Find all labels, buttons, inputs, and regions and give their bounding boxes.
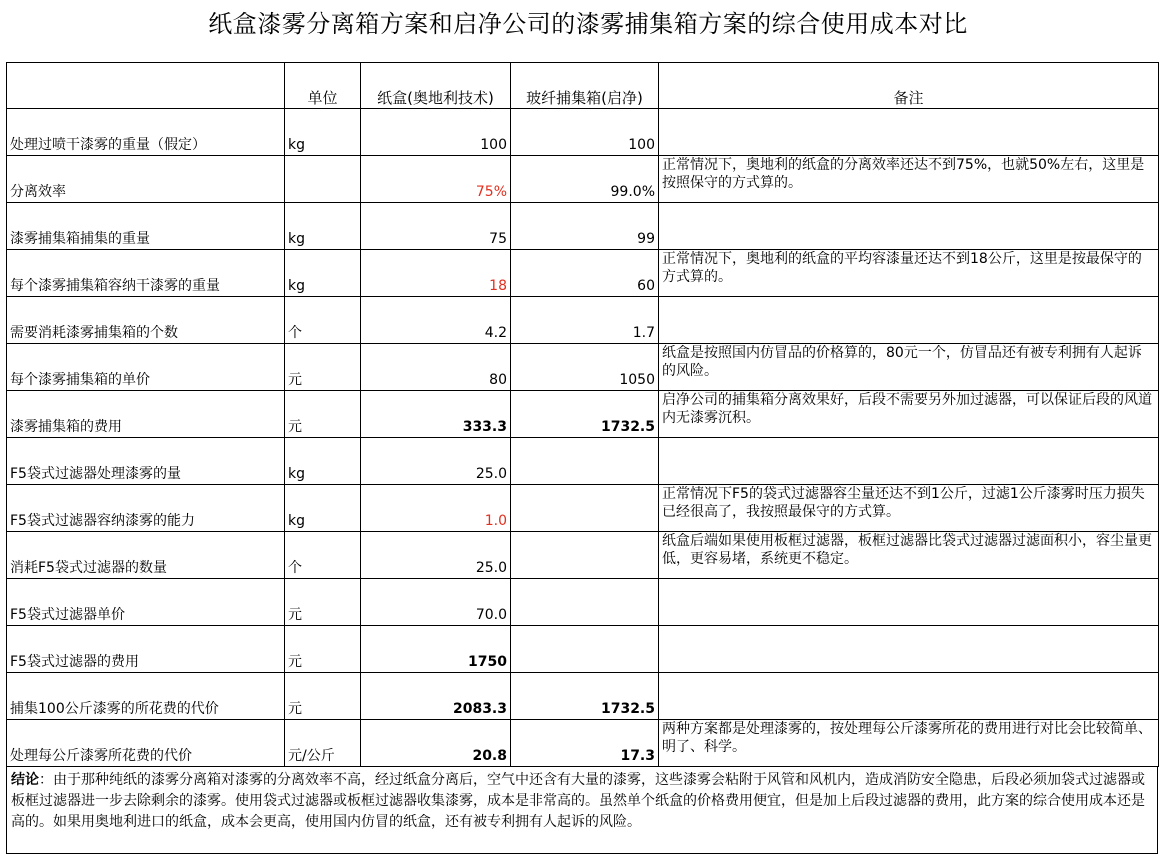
row-carton-cell: 75% xyxy=(361,156,511,203)
row-item-cell: F5袋式过滤器容纳漆雾的能力 xyxy=(7,485,285,532)
row-carton-cell: 20.8 xyxy=(361,720,511,767)
row-unit-cell: 个 xyxy=(285,297,361,344)
row-carton-cell: 100 xyxy=(361,109,511,156)
row-note-cell: 纸盒是按照国内仿冒品的价格算的，80元一个，仿冒品还有被专利拥有人起诉的风险。 xyxy=(659,344,1159,391)
row-unit-cell: kg xyxy=(285,109,361,156)
row-item-cell: 捕集100公斤漆雾的所花费的代价 xyxy=(7,673,285,720)
table-row xyxy=(7,391,1159,438)
row-carton-cell: 75 xyxy=(361,203,511,250)
row-glassfiber-cell: 1.7 xyxy=(511,297,659,344)
row-note-cell xyxy=(659,579,1159,626)
row-glassfiber-cell xyxy=(511,579,659,626)
row-note-cell: 正常情况下F5的袋式过滤器容尘量还达不到1公斤，过滤1公斤漆雾时压力损失已经很高了，我按照最保守的方式算。 xyxy=(659,485,1159,532)
row-glassfiber-cell: 99.0% xyxy=(511,156,659,203)
table-row xyxy=(7,438,1159,485)
row-note-cell: 正常情况下，奥地利的纸盒的分离效率还达不到75%，也就50%左右，这里是按照保守的方式算的。 xyxy=(659,156,1159,203)
header-row xyxy=(7,63,1159,109)
row-item-cell: F5袋式过滤器单价 xyxy=(7,579,285,626)
row-unit-cell: kg xyxy=(285,438,361,485)
conclusion-text: ：由于那种纯纸的漆雾分离箱对漆雾的分离效率不高，经过纸盒分离后，空气中还含有大量的漆雾，这些漆雾会粘附于风管和风机内，造成消防安全隐患，后段必须加袋式过滤器或板框过滤器进一步去除剩余的漆雾。使用袋式过滤器或板框过滤器收集漆雾，成本是非常高的。虽然单个纸盒的价格费用便宜，但是加上后段过滤器的费用，此方案的综合使用成本还是高的。如果用奥地利进口的纸盒，成本会更高，使用国内仿冒的纸盒，还有被专利拥有人起诉的风险。 xyxy=(11,772,1145,830)
row-glassfiber-cell xyxy=(511,438,659,485)
row-unit-cell: kg xyxy=(285,250,361,297)
row-unit-cell: kg xyxy=(285,485,361,532)
row-item-cell: 处理每公斤漆雾所花费的代价 xyxy=(7,720,285,767)
row-carton-cell: 70.0 xyxy=(361,579,511,626)
row-item-cell: 需要消耗漆雾捕集箱的个数 xyxy=(7,297,285,344)
row-unit-cell: 个 xyxy=(285,532,361,579)
row-carton-cell: 1750 xyxy=(361,626,511,673)
cost-comparison-table xyxy=(6,62,1159,767)
header-item xyxy=(7,63,285,109)
row-unit-cell: 元 xyxy=(285,344,361,391)
row-carton-cell: 333.3 xyxy=(361,391,511,438)
row-carton-cell: 25.0 xyxy=(361,532,511,579)
table-row xyxy=(7,156,1159,203)
row-carton-cell: 1.0 xyxy=(361,485,511,532)
table-row xyxy=(7,203,1159,250)
table-row xyxy=(7,626,1159,673)
row-note-cell xyxy=(659,626,1159,673)
row-carton-cell: 25.0 xyxy=(361,438,511,485)
row-item-cell: 漆雾捕集箱的费用 xyxy=(7,391,285,438)
row-note-cell: 两种方案都是处理漆雾的，按处理每公斤漆雾所花的费用进行对比会比较简单、明了、科学。 xyxy=(659,720,1159,767)
row-item-cell: 处理过喷干漆雾的重量（假定） xyxy=(7,109,285,156)
row-unit-cell: 元 xyxy=(285,579,361,626)
row-glassfiber-cell xyxy=(511,626,659,673)
row-unit-cell: 元/公斤 xyxy=(285,720,361,767)
header-carton: 纸盒(奥地利技术) xyxy=(361,63,511,109)
header-note: 备注 xyxy=(659,63,1159,109)
row-item-cell: 分离效率 xyxy=(7,156,285,203)
row-carton-cell: 18 xyxy=(361,250,511,297)
header-glassfiber: 玻纤捕集箱(启净) xyxy=(511,63,659,109)
header-unit: 单位 xyxy=(285,63,361,109)
row-unit-cell: kg xyxy=(285,203,361,250)
row-glassfiber-cell: 1732.5 xyxy=(511,391,659,438)
row-item-cell: 每个漆雾捕集箱容纳干漆雾的重量 xyxy=(7,250,285,297)
row-unit-cell: 元 xyxy=(285,391,361,438)
row-note-cell: 纸盒后端如果使用板框过滤器，板框过滤器比袋式过滤器过滤面积小，容尘量更低，更容易堵，系统更不稳定。 xyxy=(659,532,1159,579)
row-unit-cell: 元 xyxy=(285,673,361,720)
row-glassfiber-cell: 17.3 xyxy=(511,720,659,767)
table-row xyxy=(7,720,1159,767)
table-row xyxy=(7,485,1159,532)
table-row xyxy=(7,250,1159,297)
row-unit-cell: 元 xyxy=(285,626,361,673)
conclusion-label: 结论 xyxy=(11,772,39,788)
conclusion-box xyxy=(6,766,1158,854)
row-item-cell: F5袋式过滤器处理漆雾的量 xyxy=(7,438,285,485)
row-carton-cell: 80 xyxy=(361,344,511,391)
row-note-cell xyxy=(659,438,1159,485)
page-title: 纸盒漆雾分离箱方案和启净公司的漆雾捕集箱方案的综合使用成本对比 xyxy=(208,10,968,38)
table-row xyxy=(7,344,1159,391)
row-glassfiber-cell xyxy=(511,532,659,579)
row-carton-cell: 4.2 xyxy=(361,297,511,344)
row-glassfiber-cell: 60 xyxy=(511,250,659,297)
row-note-cell xyxy=(659,203,1159,250)
row-item-cell: 每个漆雾捕集箱的单价 xyxy=(7,344,285,391)
table-row xyxy=(7,673,1159,720)
row-note-cell xyxy=(659,673,1159,720)
table-row xyxy=(7,532,1159,579)
row-item-cell: F5袋式过滤器的费用 xyxy=(7,626,285,673)
table-row xyxy=(7,109,1159,156)
row-note-cell: 正常情况下，奥地利的纸盒的平均容漆量还达不到18公斤，这里是按最保守的方式算的。 xyxy=(659,250,1159,297)
table-row xyxy=(7,297,1159,344)
row-glassfiber-cell: 1732.5 xyxy=(511,673,659,720)
row-note-cell: 启净公司的捕集箱分离效果好，后段不需要另外加过滤器，可以保证后段的风道内无漆雾沉积。 xyxy=(659,391,1159,438)
row-glassfiber-cell xyxy=(511,485,659,532)
row-glassfiber-cell: 99 xyxy=(511,203,659,250)
row-item-cell: 漆雾捕集箱捕集的重量 xyxy=(7,203,285,250)
row-note-cell xyxy=(659,109,1159,156)
row-unit-cell xyxy=(285,156,361,203)
row-carton-cell: 2083.3 xyxy=(361,673,511,720)
row-note-cell xyxy=(659,297,1159,344)
row-glassfiber-cell: 1050 xyxy=(511,344,659,391)
row-glassfiber-cell: 100 xyxy=(511,109,659,156)
table-row xyxy=(7,579,1159,626)
row-item-cell: 消耗F5袋式过滤器的数量 xyxy=(7,532,285,579)
